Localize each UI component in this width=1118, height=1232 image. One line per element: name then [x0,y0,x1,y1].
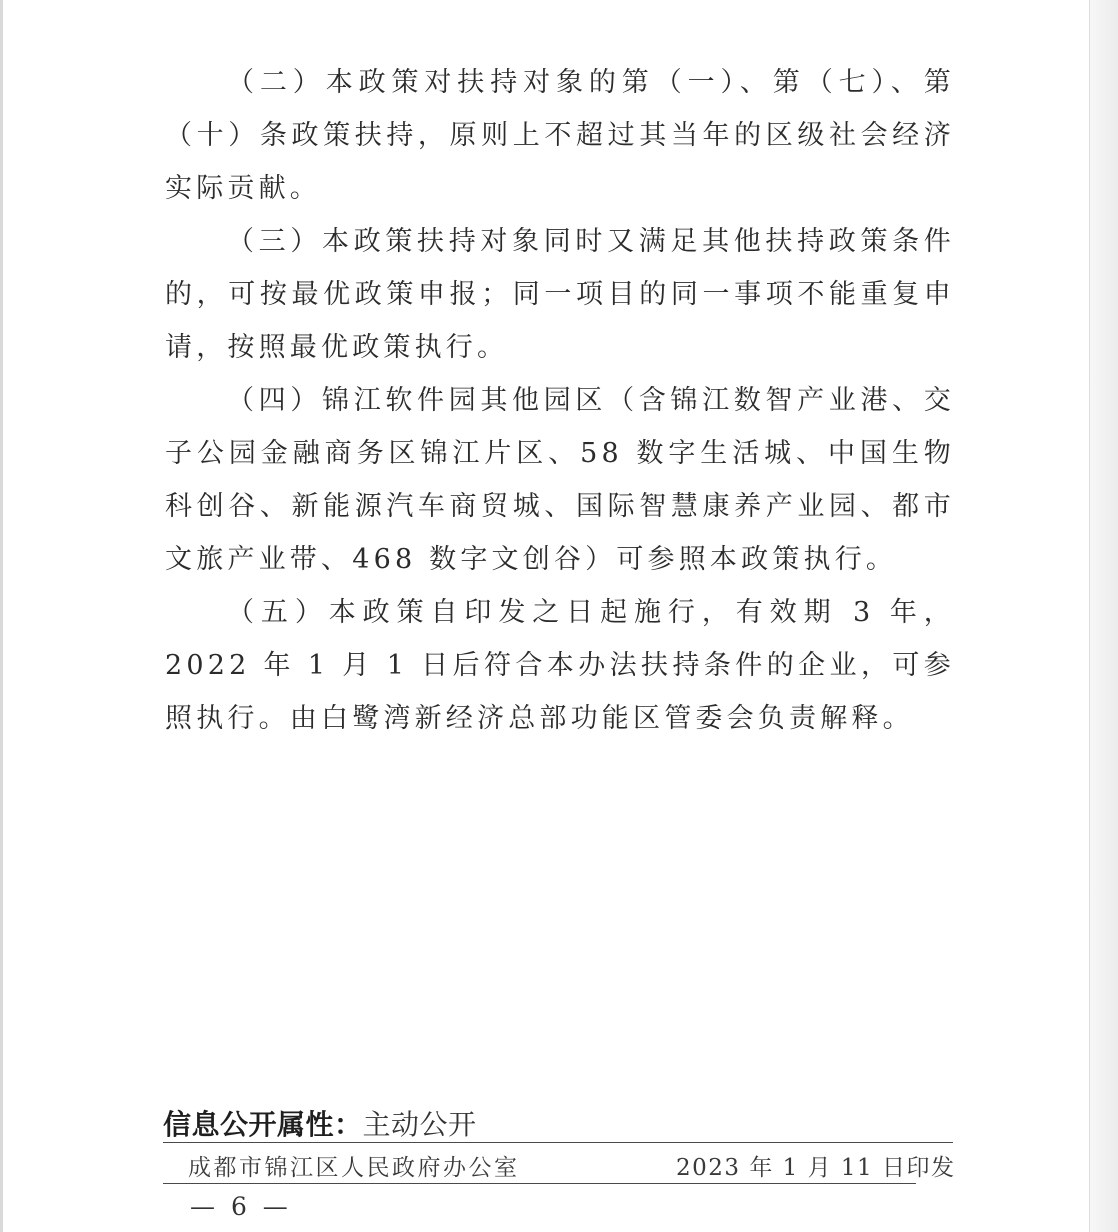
footer-rule-top [163,1142,953,1143]
document-body [165,56,955,745]
issuing-office: 成都市锦江区人民政府办公室 [188,1155,520,1181]
footer-rule-bottom [163,1183,916,1184]
page-number: — 6 — [190,1192,292,1221]
paragraph-item-4: （四）锦江软件园其他园区（含锦江数智产业港、交子公园金融商务区锦江片区、58 数字生活城、中国生物科创谷、新能源汽车商贸城、国际智慧康养产业园、都市文旅产业带、468 数字文创谷）可参照本政策执行。 [165,385,955,575]
disclosure-attribute [163,1103,477,1143]
paragraph-item-3: （三）本政策扶持对象同时又满足其他扶持政策条件的，可按最优政策申报；同一项目的同一事项不能重复申请，按照最优政策执行。 [165,226,955,363]
paragraph-item-2: （二）本政策对扶持对象的第（一）、第（七）、第（十）条政策扶持，原则上不超过其当年的区级社会经济实际贡献。 [165,67,955,204]
page-edge-left [0,0,3,1232]
page-edge-right [1089,0,1118,1232]
paragraph-item-5: （五）本政策自印发之日起施行，有效期 3 年，2022 年 1 月 1 日后符合本办法扶持条件的企业，可参照执行。由白鹭湾新经济总部功能区管委会负责解释。 [165,597,955,734]
print-date: 2023 年 1 月 11 日印发 [676,1155,956,1181]
disclosure-value: 主动公开 [362,1108,477,1141]
issuing-info-row [188,1149,956,1181]
disclosure-label: 信息公开属性： [163,1108,363,1141]
